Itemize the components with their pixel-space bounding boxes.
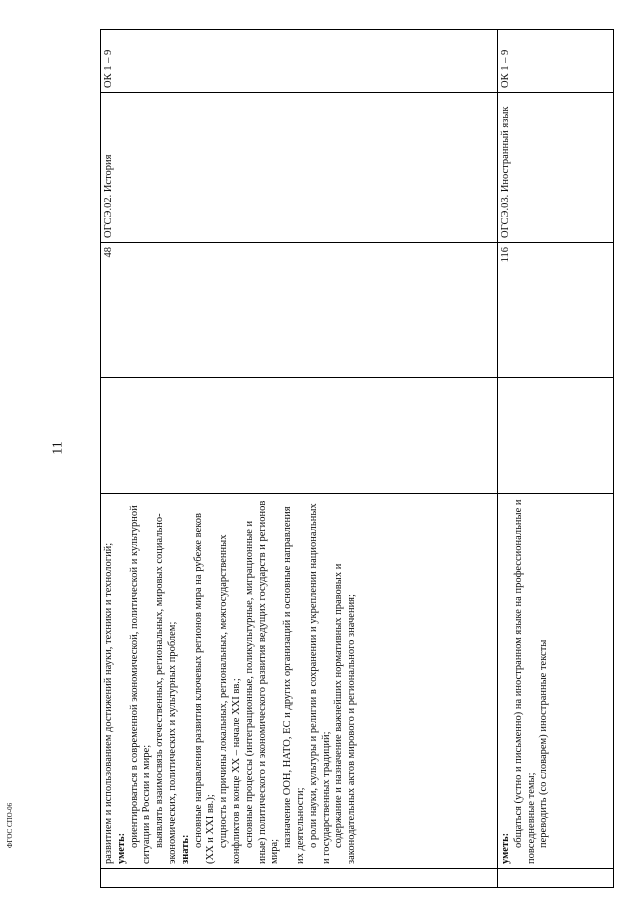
max-load-cell bbox=[101, 378, 498, 494]
knowledge-item: назначение ООН, НАТО, ЕС и других организаций и основные направления их деятельности; bbox=[282, 506, 306, 864]
skill-item: выявлять взаимосвязь отечественных, региональных, мировых социально-экономических, политических и культурных проблем; bbox=[154, 513, 178, 864]
knowledge-item: сущность и причины локальных, региональных, межгосударственных конфликтов в конце XX – начале XXI вв.; bbox=[218, 534, 242, 864]
description-cell bbox=[101, 494, 498, 869]
hours-cell: 116 bbox=[498, 243, 614, 378]
competencies-cell: ОК 1 – 9 bbox=[498, 30, 614, 93]
skills-label: уметь: bbox=[500, 832, 511, 864]
knowledge-item: о роли науки, культуры и религии в сохранении и укреплении национальных и государственных традиций; bbox=[307, 503, 332, 864]
knowledge-item: основные процессы (интеграционные, поликультурные, миграционные и иные) политического и экономического развития ведущих государств и регионов мира; bbox=[243, 500, 281, 864]
rotated-table-container bbox=[100, 30, 603, 888]
competency-table bbox=[100, 29, 614, 888]
footer-label: ФГОС СПО-06 bbox=[6, 802, 14, 848]
table-row bbox=[101, 30, 498, 888]
empty-cell bbox=[498, 869, 614, 888]
skill-item: ориентироваться в современной экономической, политической и культурной ситуации в России и мире; bbox=[128, 505, 153, 864]
description-intro: развитием и использованием достижений науки, техники и технологий; bbox=[103, 542, 114, 864]
description-cell bbox=[498, 494, 614, 869]
competencies-cell: ОК 1 – 9 bbox=[101, 30, 498, 93]
page-number: 11 bbox=[50, 441, 66, 455]
skills-label: уметь: bbox=[115, 832, 127, 864]
table-row bbox=[498, 30, 614, 888]
discipline-cell: ОГСЭ.03. Иностранный язык bbox=[498, 93, 614, 243]
hours-cell: 48 bbox=[101, 243, 498, 378]
empty-cell bbox=[101, 869, 498, 888]
knowledge-item: содержание и назначение важнейших нормативных правовых и законодательных актов мирового и регионального значения; bbox=[333, 563, 358, 864]
skill-item: общаться (устно и письменно) на иностранном языке на профессиональные и повседневные темы; bbox=[512, 499, 537, 864]
discipline-cell: ОГСЭ.02. История bbox=[101, 93, 498, 243]
knowledge-label: знать: bbox=[179, 834, 191, 864]
max-load-cell bbox=[498, 378, 614, 494]
skill-item: переводить (со словарем) иностранные тексты bbox=[538, 639, 550, 848]
knowledge-item: основные направления развития ключевых регионов мира на рубеже веков (XX и XXI вв.); bbox=[192, 512, 217, 864]
